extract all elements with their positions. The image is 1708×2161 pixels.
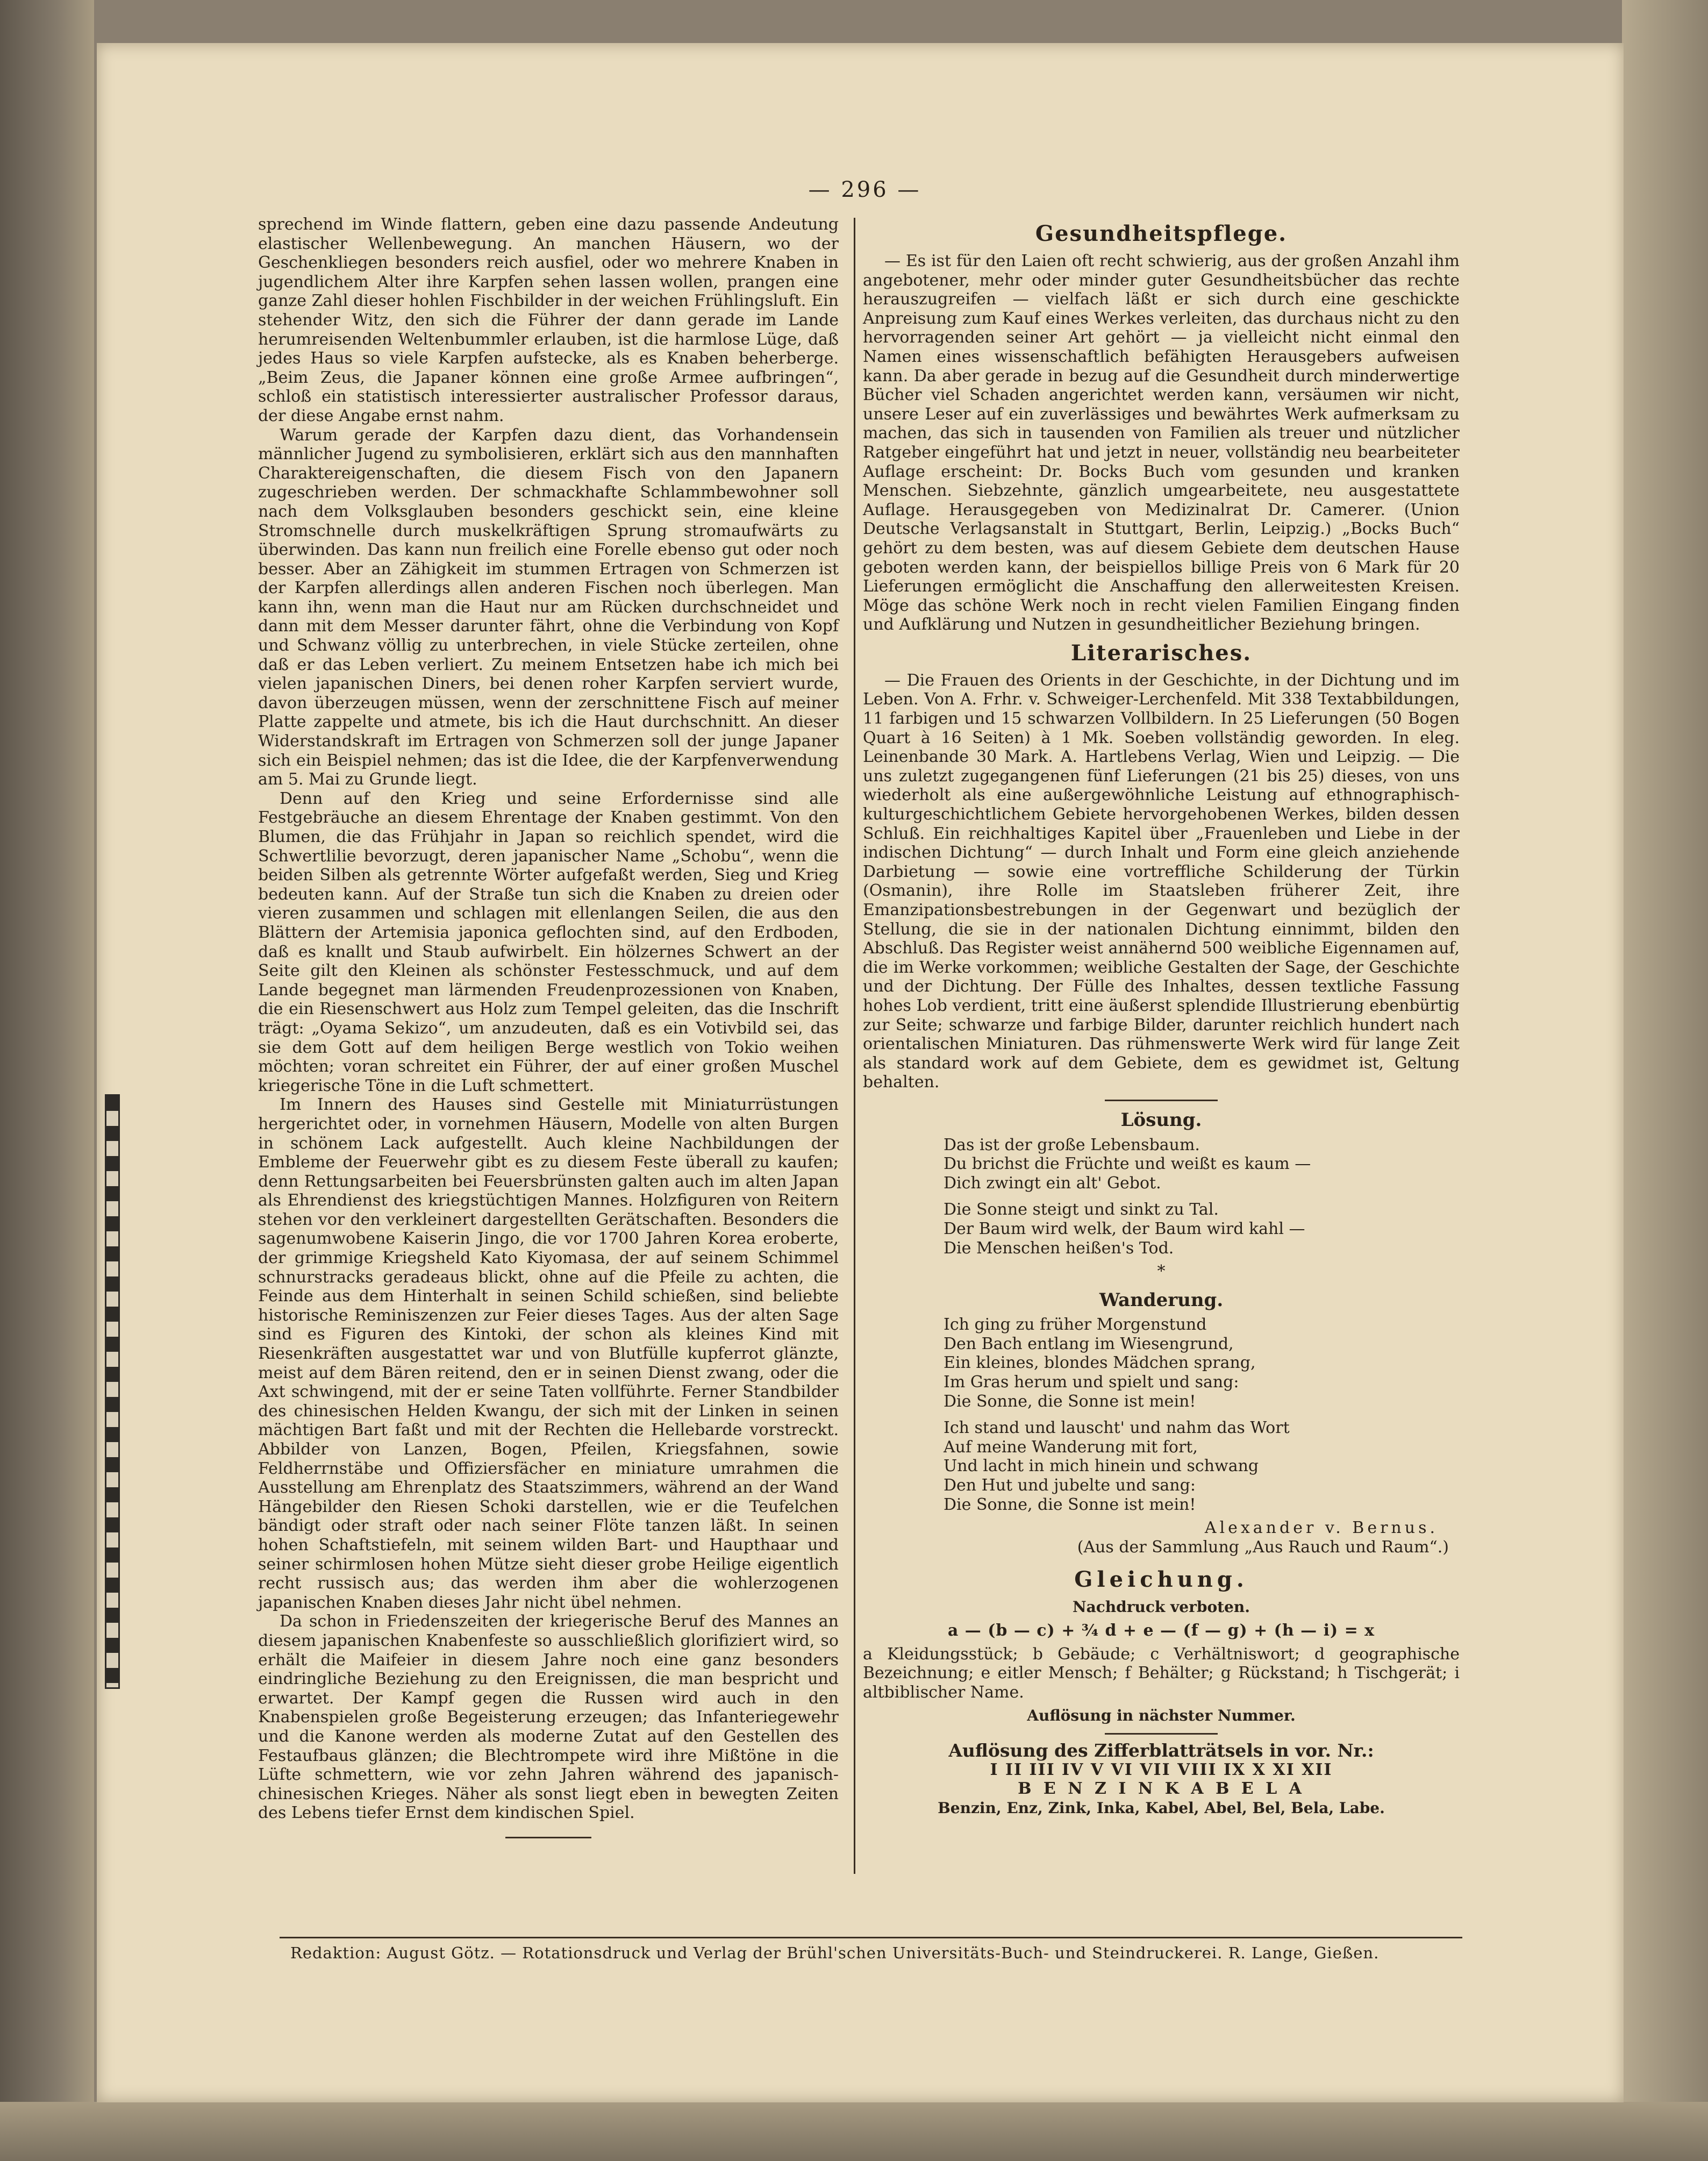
page-number: — 296 — bbox=[808, 177, 921, 202]
star-separator: * bbox=[1157, 1262, 1166, 1281]
right-column bbox=[863, 215, 1460, 1817]
equation-formula: a — (b — c) + ¾ d + e — (f — g) + (h — i) = x bbox=[947, 1621, 1375, 1640]
riddle-solution-title: Auflösung des Zifferblatträtsels in vor. Nr.: bbox=[948, 1739, 1374, 1761]
poem-stanza-1 bbox=[944, 1315, 1460, 1411]
verse-line: Den Bach entlang im Wiesengrund, bbox=[944, 1334, 1234, 1353]
verse-line: Du brichst die Früchte und weißt es kaum — bbox=[944, 1154, 1311, 1174]
verse-line: Die Sonne, die Sonne ist mein! bbox=[944, 1392, 1196, 1411]
verse-line: Den Hut und jubelte und sang: bbox=[944, 1476, 1196, 1495]
solution-next-issue: Auflösung in nächster Nummer. bbox=[1027, 1707, 1296, 1725]
riddle-numerals: I II III IV V VI VII VIII IX X XI XII bbox=[990, 1760, 1333, 1779]
scan-background-right bbox=[1622, 0, 1708, 2161]
verse-line: Dich zwingt ein alt' Gebot. bbox=[944, 1173, 1161, 1193]
health-section-title: Gesundheitspflege. bbox=[1035, 221, 1288, 246]
verse-line: Auf meine Wanderung mit fort, bbox=[944, 1437, 1198, 1457]
article-paragraph: Denn auf den Krieg und seine Erfordernisse sind alle Festgebräuche an diesem Ehrentage der Knaben gestimmt. Von den Blumen, die das Frühjahr in Japan so reichlich spendet, wird die Schwertlilie bevorzugt, deren japanischer Name „Schobu“, wenn die beiden Silben als getrennte Wörter aufgefaßt werden, Sieg und Krieg bedeuten kann. Auf der Straße tun sich die Knaben zu dreien oder vieren zusammen und schlagen mit ellenlangen Seilen, die aus den Blättern der Artemisia japonica geflochten sind, auf den Erdboden, daß es knallt und Staub aufwirbelt. Ein hölzernes Schwert an der Seite gilt den Kleinen als schönster Festesschmuck, und auf dem Lande begegnet man lärmenden Freudenprozessionen von Knaben, die ein Riesenschwert aus Holz zum Tempel geleiten, das die Inschrift trägt: „Oyama Sekizo“, um anzudeuten, daß es ein Votivbild sei, das sie dem Gott auf dem heiligen Berge westlich von Tokio weihen möchten; voran schreitet ein Führer, der auf einer großen Muschel kriegerische Töne in die Luft schmettert. bbox=[258, 789, 839, 1095]
verse-line: Die Sonne, die Sonne ist mein! bbox=[944, 1495, 1196, 1514]
verse-line: Die Sonne steigt und sinkt zu Tal. bbox=[944, 1200, 1219, 1219]
riddle-letters: B E N Z I N K A B E L A bbox=[1018, 1779, 1305, 1799]
verse-line: Und lacht in mich hinein und schwang bbox=[944, 1457, 1259, 1476]
article-paragraph: sprechend im Winde flattern, geben eine dazu passende Andeutung elastischer Wellenbewegung. An manchen Häusern, wo der Geschenkliegen besonders reich ausfiel, oder wo mehrere Knaben in jugendlichem Alter ihre Karpfen sehen lassen wollen, prangen eine ganze Zahl dieser hohlen Fischbilder in der weichen Frühlingsluft. Ein stehender Witz, den sich die Führer der dann gerade im Lande herumreisenden Weltenbummler erlauben, ist die harmlose Lüge, daß jedes Haus so viele Karpfen aufstecke, als es Knaben beherberge. „Beim Zeus, die Japaner können eine große Armee aufbringen“, schloß ein statistisch interessierter australischer Professor daraus, der diese Angabe ernst nahm. bbox=[258, 215, 839, 425]
reprint-notice: Nachdruck verboten. bbox=[1073, 1598, 1250, 1616]
literature-section-title: Literarisches. bbox=[1070, 640, 1252, 666]
verse-line: Die Menschen heißen's Tod. bbox=[944, 1238, 1174, 1258]
scan-background-left bbox=[0, 0, 94, 2161]
article-paragraph: Im Innern des Hauses sind Gestelle mit Miniaturrüstungen hergerichtet oder, in vornehmen Häusern, Modelle von alten Burgen in schönem Lack aufgestellt. Auch kleine Nachbildungen der Embleme der Feuerwehr gibt es zu diesem Feste überall zu kaufen; denn Rettungsarbeiten bei Feuersbrünsten galten auch im alten Japan als Ehrendienst des kriegstüchtigen Mannes. Holzfiguren von Reitern stehen vor den verkleinert dargestellten Gerätschaften. Besonders die sagenumwobene Kaiserin Jingo, die vor 1700 Jahren Korea eroberte, der grimmige Kriegsheld Kato Kiyomasa, der auf seinem Schimmel schnurstracks geradeaus blickt, ohne auf die Pfeile zu achten, die Feinde aus dem Hinterhalt in seinen Schild schießen, sind beliebte historische Reminiszenzen zur Feier dieses Tages. Aus der alten Sage sind es Figuren des Kintoki, der schon als kleines Kind mit Riesenkräften ausgestattet war und von Blutfülle kupferrot glänzte, meist auf dem Bären reitend, den er in seinen Dienst zwang, oder die Axt schwingend, mit der er seine Taten vollführte. Ferner Standbilder des chinesischen Helden Kwangu, der sich mit der Linken in seinen mächtigen Bart faßt und mit der Rechten die Hellebarde vorstreckt. Abbilder von Lanzen, Bogen, Pfeilen, Kriegsfahnen, sowie Feldherrnstäbe und Offiziersfächer en miniature umrahmen die Ausstellung am Ehrenplatz des Staatszimmers, während an der Wand Hängebilder den Riesen Schoki darstellen, wie er die Teufelchen bändigt oder straft oder nach seiner Flöte tanzen läßt. In seinen hohen Schaftstiefeln, mit seinem wilden Bart- und Haupthaar und seiner schirmlosen hohen Mütze sieht dieser grobe Heilige eigentlich recht russisch aus; das werden ihm aber die wohlerzogenen japanischen Knaben dieses Jahr nicht übel nehmen. bbox=[258, 1095, 839, 1612]
riddle-words: Benzin, Enz, Zink, Inka, Kabel, Abel, Bel, Bela, Labe. bbox=[938, 1799, 1385, 1817]
verse-line: Ein kleines, blondes Mädchen sprang, bbox=[944, 1353, 1256, 1373]
scale-ruler bbox=[105, 1094, 120, 1689]
health-section-text: — Es ist für den Laien oft recht schwierig, aus der großen Anzahl ihm angebotener, mehr oder minder guter Gesundheitsbücher das rechte herauszugreifen — vielfach läßt er sich durch eine geschickte Anpreisung zum Kauf eines Werkes verleiten, das durchaus nicht zu den hervorragenden seiner Art gehört — ja vielleicht nicht einmal den Namen eines wissenschaftlich befähigten Herausgebers aufweisen kann. Da aber gerade in bezug auf die Gesundheit durch minderwertige Bücher viel Schaden angerichtet werden kann, versäumen wir nicht, unsere Leser auf ein zuverlässiges und bewährtes Werk aufmerksam zu machen, das sich in tausenden von Familien als treuer und nützlicher Ratgeber eingeführt hat und jetzt in neuer, vollständig neu bearbeiteter Auflage erscheint: Dr. Bocks Buch vom gesunden und kranken Menschen. Siebzehnte, gänzlich umgearbeitete, neu ausgestattete Auflage. Herausgegeben von Medizinalrat Dr. Camerer. (Union Deutsche Verlagsanstalt in Stuttgart, Berlin, Leipzig.) „Bocks Buch“ gehört zu dem besten, was auf diesem Gebiete dem deutschen Hause geboten werden kann, der beispiellos billige Preis von 6 Mark für 20 Lieferungen ermöglicht die Anschaffung den allerweitesten Kreisen. Möge das schöne Werk noch in recht vielen Familien Eingang finden und Aufklärung und Nutzen in gesundheitlicher Beziehung bringen. bbox=[863, 252, 1460, 634]
solution-verse bbox=[944, 1136, 1460, 1258]
equation-title: Gleichung. bbox=[1074, 1567, 1248, 1593]
imprint-footer: Redaktion: August Götz. — Rotationsdruck und Verlag der Brühl'schen Universitäts-Buch- und Steindruckerei. R. Lange, Gießen. bbox=[290, 1944, 1380, 1962]
section-divider bbox=[1105, 1733, 1218, 1735]
footer-rule bbox=[280, 1937, 1462, 1938]
column-divider bbox=[854, 218, 855, 1874]
poem-source: (Aus der Sammlung „Aus Rauch und Raum“.) bbox=[1077, 1537, 1449, 1557]
equation-legend: a Kleidungsstück; b Gebäude; c Verhältniswort; d geographische Bezeichnung; e eitler Mensch; f Behälter; g Rückstand; h Tischgerät; i altbiblischer Name. bbox=[863, 1644, 1460, 1702]
verse-line: Im Gras herum und spielt und sang: bbox=[944, 1373, 1239, 1392]
article-paragraph: Da schon in Friedenszeiten der kriegerische Beruf des Mannes an diesem japanischen Knabenfeste so ausschließlich glorifiziert wird, so erhält die Maifeier in diesem Jahre noch eine ganz besonders eindringliche Beziehung zu den Ereignissen, die man bespricht und erwartet. Der Kampf gegen die Russen wird auch in den Knabenspielen große Begeisterung erzeugen; das Infanteriegewehr und die Kanone werden als moderne Zutat auf den Gestellen des Festaufbaus glänzen; die Blechtrompete wird ihre Mißtöne in die Lüfte schmettern, wie vor zehn Jahren während des japanisch-chinesischen Krieges. Näher als sonst liegt eben in bewegten Zeiten des Lebens tiefer Ernst dem kindischen Spiel. bbox=[258, 1612, 839, 1823]
section-divider bbox=[1105, 1100, 1218, 1101]
scan-background-bottom bbox=[0, 2102, 1708, 2161]
article-paragraph: Warum gerade der Karpfen dazu dient, das Vorhandensein männlicher Jugend zu symbolisieren, erklärt sich aus den mannhaften Charaktereigenschaften, die diesem Fisch von den Japanern zugeschrieben werden. Der schmackhafte Schlammbewohner soll nach dem Volksglauben besonders geschickt sein, eine kleine Stromschnelle durch muskelkräftigen Sprung stromaufwärts zu überwinden. Das kann nun freilich eine Forelle ebenso gut oder noch besser. Aber an Zähigkeit im stummen Ertragen von Schmerzen ist der Karpfen allerdings allen anderen Fischen noch überlegen. Man kann ihn, wenn man die Haut nur am Rücken durchschneidet und dann mit dem Messer darunter fährt, ohne die Verbindung von Kopf und Schwanz völlig zu unterbrechen, in viele Stücke zerteilen, ohne daß er das Leben verliert. Zu meinem Entsetzen habe ich mich bei vielen japanischen Diners, bei denen roher Karpfen serviert wurde, davon überzeugen müssen, wenn der zerschnittene Fisch auf meiner Platte zappelte und atmete, bis ich die Haut durchschnitt. An dieser Widerstandskraft im Ertragen von Schmerzen soll der junge Japaner sich ein Beispiel nehmen; das ist die Idee, die der Karpfenverwendung am 5. Mai zu Grunde liegt. bbox=[258, 425, 839, 789]
article-end-rule bbox=[505, 1837, 591, 1838]
literature-section-text: — Die Frauen des Orients in der Geschichte, in der Dichtung und im Leben. Von A. Frhr. v. Schweiger-Lerchenfeld. Mit 338 Textabbildungen, 11 farbigen und 15 schwarzen Vollbildern. In 25 Lieferungen (50 Bogen Quart à 16 Seiten) à 1 Mk. Soeben vollständig geworden. In eleg. Leinenbande 30 Mark. A. Hartlebens Verlag, Wien und Leipzig. — Die uns zuletzt zugegangenen fünf Lieferungen (21 bis 25) dieses, von uns wiederholt als eine außergewöhnliche Leistung auf ethnographisch-kulturgeschichtlichem Gebiete hervorgehobenen Werkes, bilden dessen Schluß. Ein reichhaltiges Kapitel über „Frauenleben und Liebe in der indischen Dichtung“ — durch Inhalt und Form eine gleich anziehende Darbietung — sowie eine vortreffliche Schilderung der Türkin (Osmanin), ihre Rolle im Staatsleben früherer Zeit, ihre Emanzipationsbestrebungen in der Gegenwart und bezüglich der Stellung, die sie in der nationalen Dichtung einnimmt, bilden den Abschluß. Das Register weist annähernd 500 weibliche Eigennamen auf, die im Werke vorkommen; weibliche Gestalten der Sage, der Geschichte und der Dichtung. Der Fülle des Inhaltes, dessen textliche Fassung hohes Lob verdient, tritt eine äußerst splendide Illustrierung ebenbürtig zur Seite; schwarze und farbige Bilder, darunter reichlich hundert nach orientalischen Miniaturen. Das rühmenswerte Werk wird für lange Zeit als standard work auf dem Gebiete, dem es gewidmet ist, Geltung behalten. bbox=[863, 671, 1460, 1092]
verse-line: Der Baum wird welk, der Baum wird kahl — bbox=[944, 1219, 1305, 1238]
poem-stanza-2 bbox=[944, 1418, 1460, 1514]
left-column bbox=[258, 215, 839, 1838]
verse-line: Ich stand und lauscht' und nahm das Wort bbox=[944, 1418, 1290, 1438]
verse-line: Das ist der große Lebensbaum. bbox=[944, 1135, 1200, 1154]
poem-author: Alexander v. Bernus. bbox=[1204, 1518, 1438, 1538]
verse-line: Ich ging zu früher Morgenstund bbox=[944, 1315, 1207, 1335]
solution-title: Lösung. bbox=[1120, 1109, 1202, 1131]
poem-title: Wanderung. bbox=[1099, 1289, 1224, 1311]
